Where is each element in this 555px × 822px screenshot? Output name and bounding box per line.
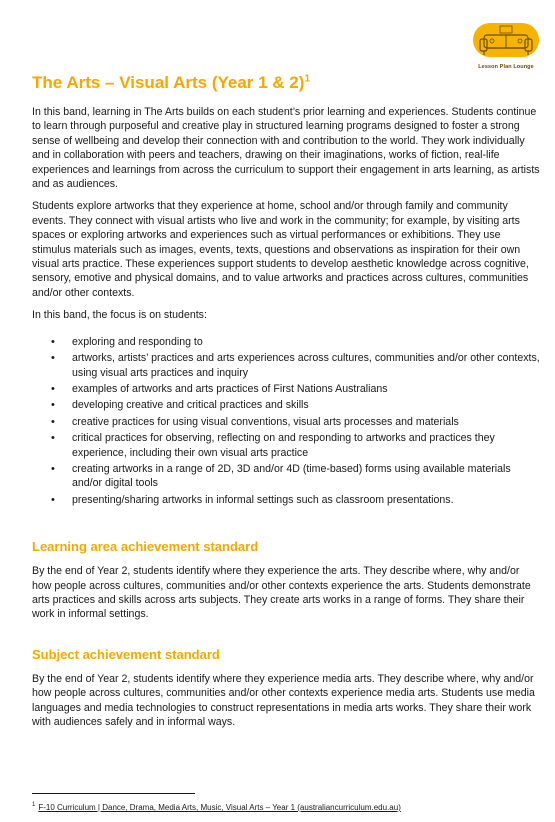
- list-item: • creative practices for using visual conventions, visual arts processes and materials: [72, 415, 540, 429]
- footnote-divider: [32, 793, 195, 794]
- learning-area-text: By the end of Year 2, students identify where they experience the arts. They describe where, why and/or how people across cultures, communities and/or other contexts experience the arts. Students demonstrate arts practices and skills across arts subjects. They create arts works in a range of forms. They share their work in informal settings.: [32, 565, 531, 621]
- list-item: • exploring and responding to: [72, 335, 540, 349]
- list-item: • developing creative and critical practices and skills: [72, 398, 540, 412]
- focus-list: [32, 335, 540, 507]
- list-item: • critical practices for observing, reflecting on and responding to artworks and practices they experience, including their own visual arts practice: [72, 431, 540, 460]
- intro-paragraph-2: Students explore artworks that they experience at home, school and/or through family and community events. They connect with visual artists who live and work in the community; for example, by visiting arts spaces or exploring artworks and experiences such as virtual performances or exhibitions. They use stimulus materials such as images, events, texts, questions and observations as inspiration for their own visual arts practice. These experiences support students to develop aesthetic knowledge across cognitive, sensory, emotive and physical domains, and to value artworks and practices across cultures, communities and/or other contexts.: [32, 200, 529, 299]
- list-item: • examples of artworks and arts practices of First Nations Australians: [72, 382, 540, 396]
- page-title-text: The Arts – Visual Arts (Year 1 & 2): [32, 73, 305, 92]
- list-item: • artworks, artists’ practices and arts experiences across cultures, communities and/or other contexts, using visual arts practices and inquiry: [72, 351, 540, 380]
- footnote: [32, 803, 401, 813]
- list-item: • presenting/sharing artworks in informal settings such as classroom presentations.: [72, 493, 540, 507]
- intro-paragraph-1: In this band, learning in The Arts builds on each student’s prior learning and experiences. Students continue to learn through purposeful and creative play in structured learning programs designed to foster a strong sense of wellbeing and develop their connection with and contribution to the world. They work individually and in collaboration with peers and teachers, drawing on their imaginations, works of fiction, real-life experiences and learnings from across the curriculum to support their engagement in arts learning, as artists and as audiences.: [32, 106, 540, 191]
- learning-area-heading: Learning area achievement standard: [32, 539, 259, 555]
- lesson-plan-lounge-logo: [470, 18, 542, 76]
- subject-heading: Subject achievement standard: [32, 646, 220, 662]
- couch-icon: [470, 18, 542, 68]
- learning-area-section: [32, 539, 540, 622]
- page-title: [32, 72, 540, 94]
- list-item: • creating artworks in a range of 2D, 3D and/or 4D (time-based) forms using available materials and/or digital tools: [72, 462, 540, 491]
- footnote-link[interactable]: F-10 Curriculum | Dance, Drama, Media Arts, Music, Visual Arts – Year 1 (australiancurriculum.edu.au): [38, 803, 401, 812]
- subject-section: [32, 647, 540, 730]
- subject-text: By the end of Year 2, students identify where they experience media arts. They describe where, why and/or how people across cultures, communities and/or other contexts experience media arts. Students use media languages and media technologies to construct representations in media arts works. They share their work with audiences safely and in informal ways.: [32, 672, 535, 728]
- document-body: [32, 72, 540, 737]
- focus-intro-paragraph: In this band, the focus is on students:: [32, 309, 207, 322]
- footnote-mark: 1: [32, 802, 36, 809]
- title-footnote-mark[interactable]: 1: [304, 73, 310, 85]
- logo-text: Lesson Plan Lounge: [478, 64, 534, 70]
